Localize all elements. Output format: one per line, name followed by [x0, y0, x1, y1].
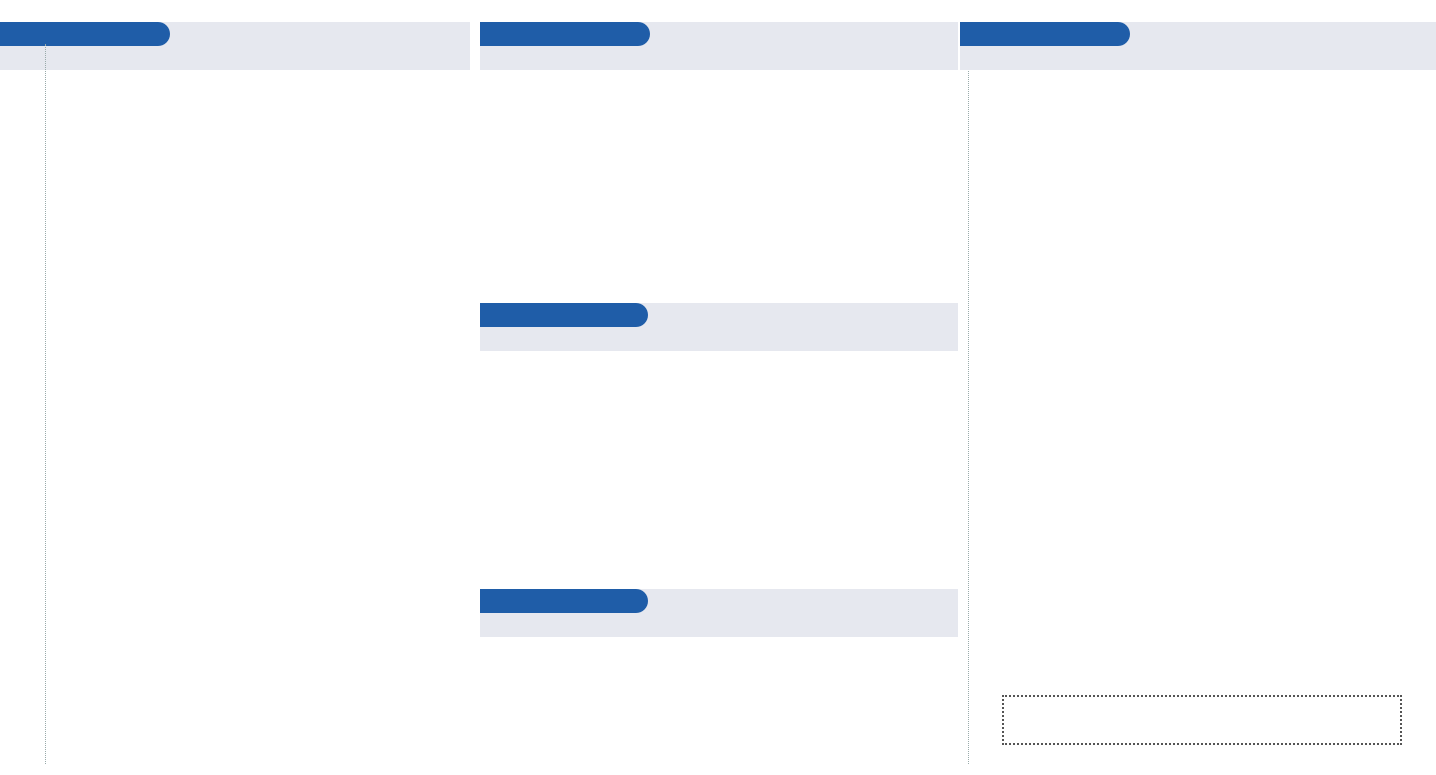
- right-column-divider: [968, 44, 969, 764]
- dawn-verse-bar: [960, 46, 1436, 70]
- wednesday-title: [480, 303, 648, 327]
- morning-title: [0, 22, 170, 46]
- friday-verse: [480, 613, 958, 637]
- afternoon-title: [480, 22, 650, 46]
- friday-title: [480, 589, 648, 613]
- morning-verse: [0, 46, 470, 70]
- wednesday-verse: [480, 327, 958, 351]
- left-column-divider: [45, 44, 46, 764]
- afternoon-verse: [480, 46, 958, 70]
- quote-box: [1002, 695, 1402, 745]
- dawn-title: [960, 22, 1130, 46]
